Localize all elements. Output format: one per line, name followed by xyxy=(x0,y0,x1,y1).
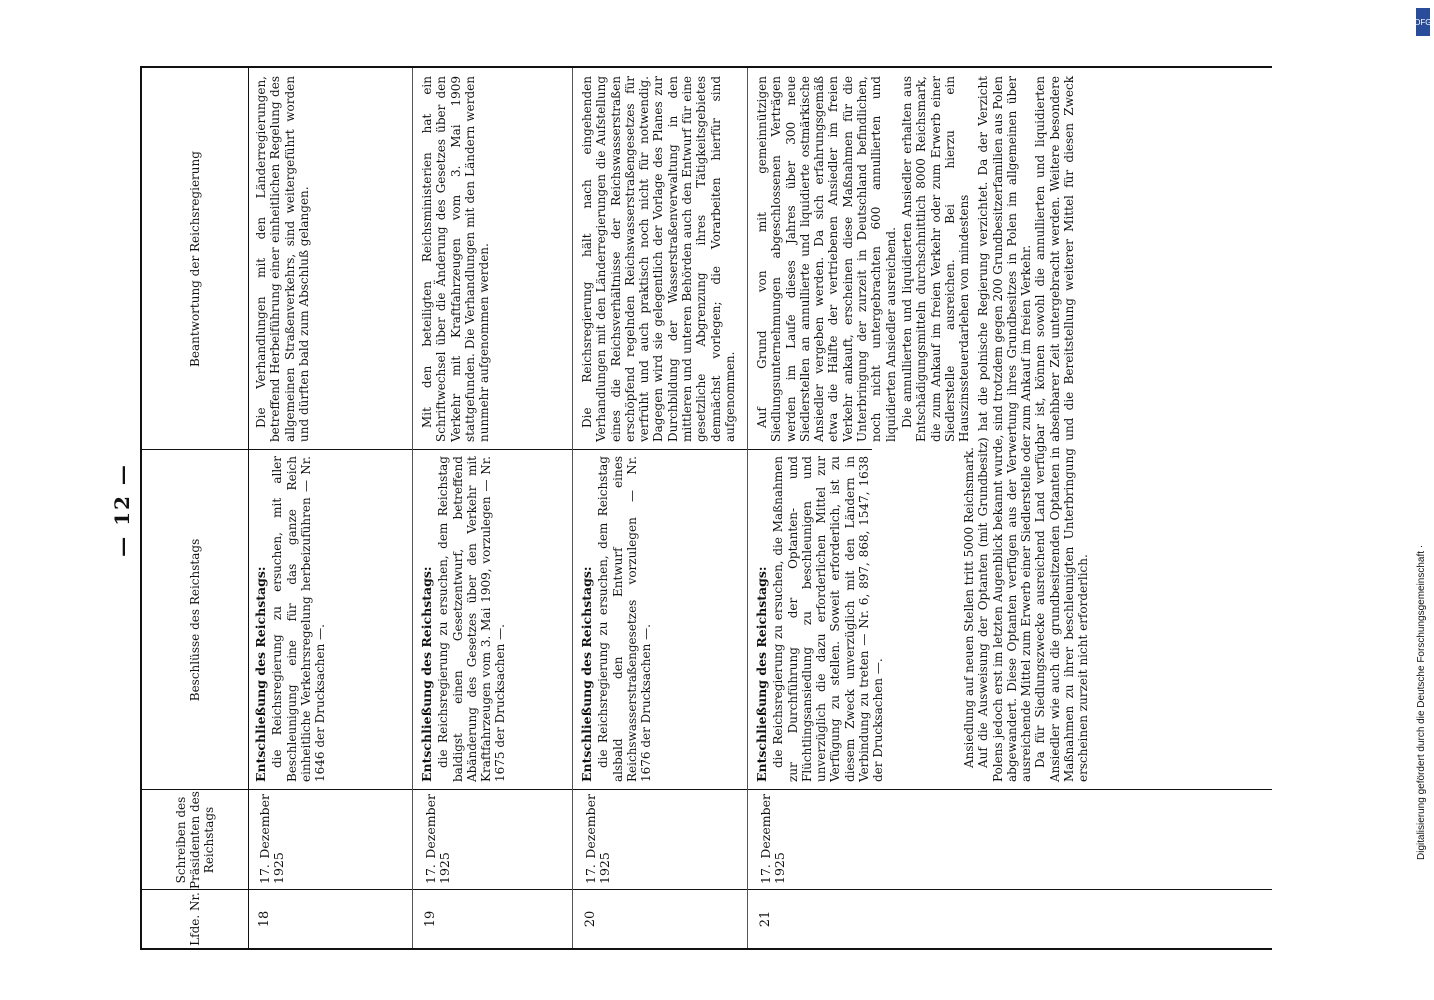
document-table xyxy=(140,66,1272,950)
row-beschluss xyxy=(420,456,510,782)
row-antwort: Die Reichsregierung hält nach eingehenden Verhandlungen mit den Länderregierungen die Aufstellung eines die Reichsverhältnisse der Reichswasserstraßen erschöpfend regelnden Reichswasserstraßengesetzes für verfrüht und auch praktisch noch nicht für notwendig. Dagegen wird sie gelegentlich der Vorlage des Planes zur Durchbildung der Wasserstraßenverwaltung in den mittleren und unteren Behörden auch den Entwurf für eine gesetzliche Abgrenzung ihres Tätigkeitsgebietes demnächst vorlegen; die Vorarbeiten hierfür sind aufgenommen. xyxy=(580,76,737,442)
beschluss-text: die Reichsregierung zu ersuchen, dem Reichstag alsbald den Entwurf eines Reichswasserstraßengesetzes vorzulegen — Nr. 1676 der Drucksachen —. xyxy=(596,456,654,782)
row-beschluss xyxy=(755,456,888,782)
beschluss-text: die Reichsregierung zu ersuchen, die Maßnahmen zur Durchführung der Optanten- und Flüchtlingsansiedlung zu beschleunigen und unverzüglich die dazu erforderlichen Mittel zur Verfügung zu stellen. Soweit erforderlich, ist zu diesem Zweck unverzüglich mit den Ländern in Verbindung zu treten — Nr. 6, 897, 868, 1547, 1638 der Drucksachen —. xyxy=(771,456,886,782)
row-number: 19 xyxy=(423,910,438,928)
row-date: 17. Dezember 1925 xyxy=(257,794,287,884)
row-antwort: Auf Grund von mit gemeinnützigen Siedlungsunternehmungen abgeschlossenen Verträgen werden im Laufe dieses Jahres über 300 neue Siedlerstellen an annullierte und liquidierte ostmärkische Ansiedler vergeben werden. Da sich erfahrungsgemäß etwa die Hälfte der vertriebenen Ansiedler im freien Verkehr ankauft, erscheinen diese Maßnahmen für die Unterbringung der zurzeit in Deutschland befindlichen, noch nicht untergebrachten 600 annullierten und liquidierten Ansiedler ausreichend. Die annullierten und liquidierten Ansiedler erhalten aus Entschädigungsmitteln durchschnittlich 8000 Reichsmark, die zum Ankauf im freien Verkehr oder zum Erwerb einer Siedlerstelle ausreichen. Bei hierzu ein Hauszinssteuerdarlehen von mindestens xyxy=(755,76,972,442)
continuation-paragraph: Da für Siedlungszwecke ausreichend Land verfügbar ist, können sowohl die annullierten und liquidierten Ansiedler wie auch die grundbesitzenden Optanten in absehbarer Zeit untergebracht werden. Weitere besondere Maßnahmen zu ihrer beschleunigten Unterbringung und die Bereitstellung weiterer Mittel für diesen Zweck erscheinen zurzeit nicht erforderlich. xyxy=(1033,76,1091,782)
table-header xyxy=(142,68,249,948)
digitization-note: Digitalisierung gefördert durch die Deutsche Forschungsgemeinschaft · xyxy=(1416,544,1427,860)
page-number: — 12 — xyxy=(110,463,134,557)
row-beschluss xyxy=(254,456,329,782)
continuation-paragraph: Ansiedlung auf neuen Stellen tritt 5000 Reichsmark. xyxy=(962,447,976,768)
beschluss-text: die Reichsregierung zu ersuchen, dem Reichstag baldigst einen Gesetzentwurf, betreffend Abänderung des Gesetzes über den Verkehr mit Kraftfahrzeugen vom 3. Mai 1909, vorzulegen — Nr. 1675 der Drucksachen —. xyxy=(436,456,508,782)
row-date: 17. Dezember 1925 xyxy=(583,794,613,884)
row-number: 20 xyxy=(583,910,598,928)
beschluss-heading: Entschließung des Reichstags: xyxy=(579,566,594,782)
row-number: 21 xyxy=(758,910,773,928)
beschluss-heading: Entschließung des Reichstags: xyxy=(419,566,434,782)
row-separator xyxy=(572,68,573,948)
row-date: 17. Dezember 1925 xyxy=(758,794,788,884)
beschluss-heading: Entschließung des Reichstags: xyxy=(754,566,769,782)
row-number: 18 xyxy=(257,910,272,928)
beschluss-text: die Reichsregierung zu ersuchen, mit aller Beschleunigung eine für das ganze Reich einheitliche Verkehrsregelung herbeizuführen — Nr. 1646 der Drucksachen —. xyxy=(270,456,328,782)
rotated-page xyxy=(100,60,1280,960)
beschluss-heading: Entschließung des Reichstags: xyxy=(253,566,268,782)
header-lfd: Lfde. Nr. xyxy=(142,889,248,948)
row-antwort: Mit den beteiligten Reichsministerien hat ein Schriftwechsel über die Änderung des Gesetzes über den Verkehr mit Kraftfahrzeugen vom 3. Mai 1909 stattgefunden. Die Verhandlungen mit den Ländern werden nunmehr aufgenommen werden. xyxy=(420,76,492,442)
dfg-logo: DFG xyxy=(1416,8,1430,36)
row-antwort: Die Verhandlungen mit den Länderregierungen, betreffend Herbeiführung einer einheitlichen Regelung des allgemeinen Straßenverkehrs, sind weitergeführt worden und dürften bald zum Abschluß gelangen. xyxy=(254,76,311,442)
row-separator xyxy=(412,68,413,948)
continuation-paragraph: Auf die Ausweisung der Optanten (mit Grundbesitz) hat die polnische Regierung verzichtet. Da der Verzicht Polens jedoch erst im letzten Augenblick bekannt wurde, sind trotzdem gegen 200 Grundbesitzerfamilien aus Polen abgewandert. Diese Optanten verfügen aus der Verwertung ihres Grundbesitzes in Polen im allgemeinen über ausreichende Mittel zum Erwerb einer Siedlerstelle oder zum Ankauf im freien Verkehr. xyxy=(976,76,1034,782)
header-beantwortung: Beantwortung der Reichsregierung xyxy=(188,151,202,367)
continuation-text xyxy=(962,76,1091,782)
row-beschluss xyxy=(580,456,655,782)
header-beschluesse: Beschlüsse des Reichstags xyxy=(142,449,248,790)
row-date: 17. Dezember 1925 xyxy=(423,794,453,884)
header-schreiben: Schreiben des Präsidenten des Reichstags xyxy=(142,789,248,890)
row-separator xyxy=(747,68,748,948)
